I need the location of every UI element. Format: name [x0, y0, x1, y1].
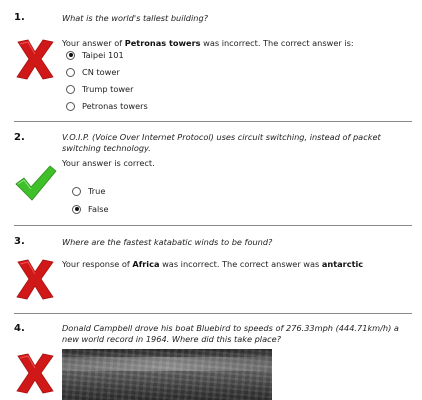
incorrect-x-icon — [14, 352, 56, 394]
answer-option[interactable]: Petronas towers — [66, 101, 148, 111]
radio-selected[interactable] — [72, 205, 81, 214]
question-text: V.O.I.P. (Voice Over Internet Protocol) uses circuit switching, instead of packet switching technology. — [62, 132, 381, 153]
answer-option[interactable]: Taipei 101 — [66, 50, 124, 60]
question-number: 4. — [14, 323, 25, 334]
radio-unselected[interactable] — [66, 102, 75, 111]
radio-unselected[interactable] — [72, 187, 81, 196]
question-number: 2. — [14, 132, 25, 143]
incorrect-x-icon — [14, 258, 56, 300]
answer-feedback: Your response of Africa was incorrect. The correct answer was antarctic — [62, 259, 364, 269]
answer-option[interactable]: False — [72, 204, 109, 214]
question-number: 3. — [14, 236, 25, 247]
question-text: Donald Campbell drove his boat Bluebird to speeds of 276.33mph (444.71km/h) a new world record in 1964. Where did this take place? — [62, 323, 399, 344]
question-divider — [14, 121, 412, 122]
correct-check-icon — [14, 164, 58, 202]
question-photo — [62, 349, 272, 400]
radio-selected[interactable] — [66, 51, 75, 60]
answer-feedback: Your answer of Petronas towers was incorrect. The correct answer is: — [62, 38, 354, 48]
correct-answer: antarctic — [321, 259, 364, 269]
question-text: Where are the fastest katabatic winds to be found? — [62, 237, 273, 247]
given-answer: Africa — [132, 259, 160, 269]
answer-option[interactable]: Trump tower — [66, 84, 133, 94]
given-answer: Petronas towers — [124, 38, 201, 48]
question-number: 1. — [14, 12, 25, 23]
answer-feedback: Your answer is correct. — [62, 158, 155, 168]
answer-option[interactable]: True — [72, 186, 105, 196]
question-divider — [14, 225, 412, 226]
radio-unselected[interactable] — [66, 68, 75, 77]
incorrect-x-icon — [14, 38, 56, 80]
radio-unselected[interactable] — [66, 85, 75, 94]
answer-option[interactable]: CN tower — [66, 67, 120, 77]
question-text: What is the world's tallest building? — [62, 13, 208, 23]
question-divider — [14, 313, 412, 314]
